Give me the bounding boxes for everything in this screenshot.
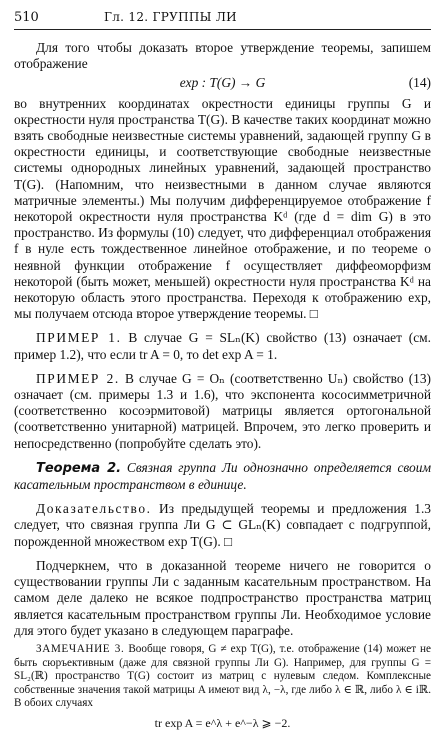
example-1-label: ПРИМЕР 1. [36,330,122,346]
example-1 [14,330,431,362]
equation-formula: exp : T(G) → G [179,75,266,91]
coordinates-paragraph: во внутренних координатах окрестности единицы группы G и окрестности нуля пространства T(G). В качестве таких координат можно взять свободные неизвестные системы уравнений, задающей группу G в окрестности единицы, и соответствующие свободные неизвестные системы однородных линейных уравнений, задающей пространство T(G). (Напомним, что неизвестными в данном случае являются матричные элементы.) Мы получим дифференцируемое отображение f некоторой окрестности нуля пространства Kᵈ (где d = dim G) в это пространство. Из формулы (10) следует, что дифференциал отображения f в нуле есть тождественное линейное отображение, и по теореме о неявной функции отображение f осуществляет диффеоморфизм некоторой (быть может, меньшей) окрестности нуля пространства Kᵈ на некоторую область этого пространства. Переходя к отображению exp, мы получаем отсюда второе утверждение теоремы. □ [14,95,431,322]
intro-paragraph: Для того чтобы доказать второе утверждение теоремы, запишем отображение [14,40,431,72]
final-paragraph: Подчеркнем, что в доказанной теореме ничего не говорится о существовании группы Ли с заданным касательным пространством. На самом деле далеко не всякое подпространство пространства матриц является касательным пространством группы Ли. Необходимое условие для этого будет указано в следующем параграфе. [14,557,431,638]
example-1-text: В случае G = SLₙ(K) свойство (13) означает (см. пример 1.2), что если tr A = 0, то det exp A = 1. [14,330,431,362]
theorem-text: Связная группа Ли однозначно определяется своим касательным пространством в единице. [14,459,431,493]
remark-text: Вообще говоря, G ≠ exp T(G), т.е. отображение (14) может не быть сюръективным (даже для связной группы Ли G). Например, для группы G = SL₂(ℝ) пространство T(G) состоит из матриц с нулевым следом. Комплексные собственные значения такой матрицы A имеют вид λ, −λ, где либо λ ∈ ℝ, либо λ ∈ iℝ. В обоих случаях [14,642,431,710]
theorem-2 [14,460,431,493]
equation-14 [14,75,431,91]
proof-label: Доказательство. [36,501,152,517]
example-2 [14,371,431,452]
proof-text: Из предыдущей теоремы и предложения 1.3 следует, что связная группа Ли G ⊂ GLₙ(K) совпадает с подгруппой, порожденной множеством exp T(G). □ [14,501,431,549]
page-body [14,40,431,730]
theorem-title: Теорема 2. [36,460,122,476]
remark-formula: tr exp A = e^λ + e^−λ ⩾ −2. [154,715,291,730]
page-header [14,0,431,30]
example-2-label: ПРИМЕР 2. [36,370,120,386]
example-2-text: В случае G = Oₙ (соответственно Uₙ) свойство (13) означает (см. примеры 1.3 и 1.6), что экспонента кососимметричной (соответственно косоэрмитовой) матрицы является ортогональной (соответственно унитарной) матрицей. Впрочем, это легко проверить и непосредственно (попробуйте сделать это). [14,370,431,451]
proof [14,501,431,550]
page-number: 510 [14,10,39,25]
chapter-title: Гл. 12. ГРУППЫ ЛИ [104,10,237,24]
equation-number: (14) [408,75,431,91]
remark-label: ЗАМЕЧАНИЕ 3. [36,642,125,655]
remark-3 [14,643,431,730]
